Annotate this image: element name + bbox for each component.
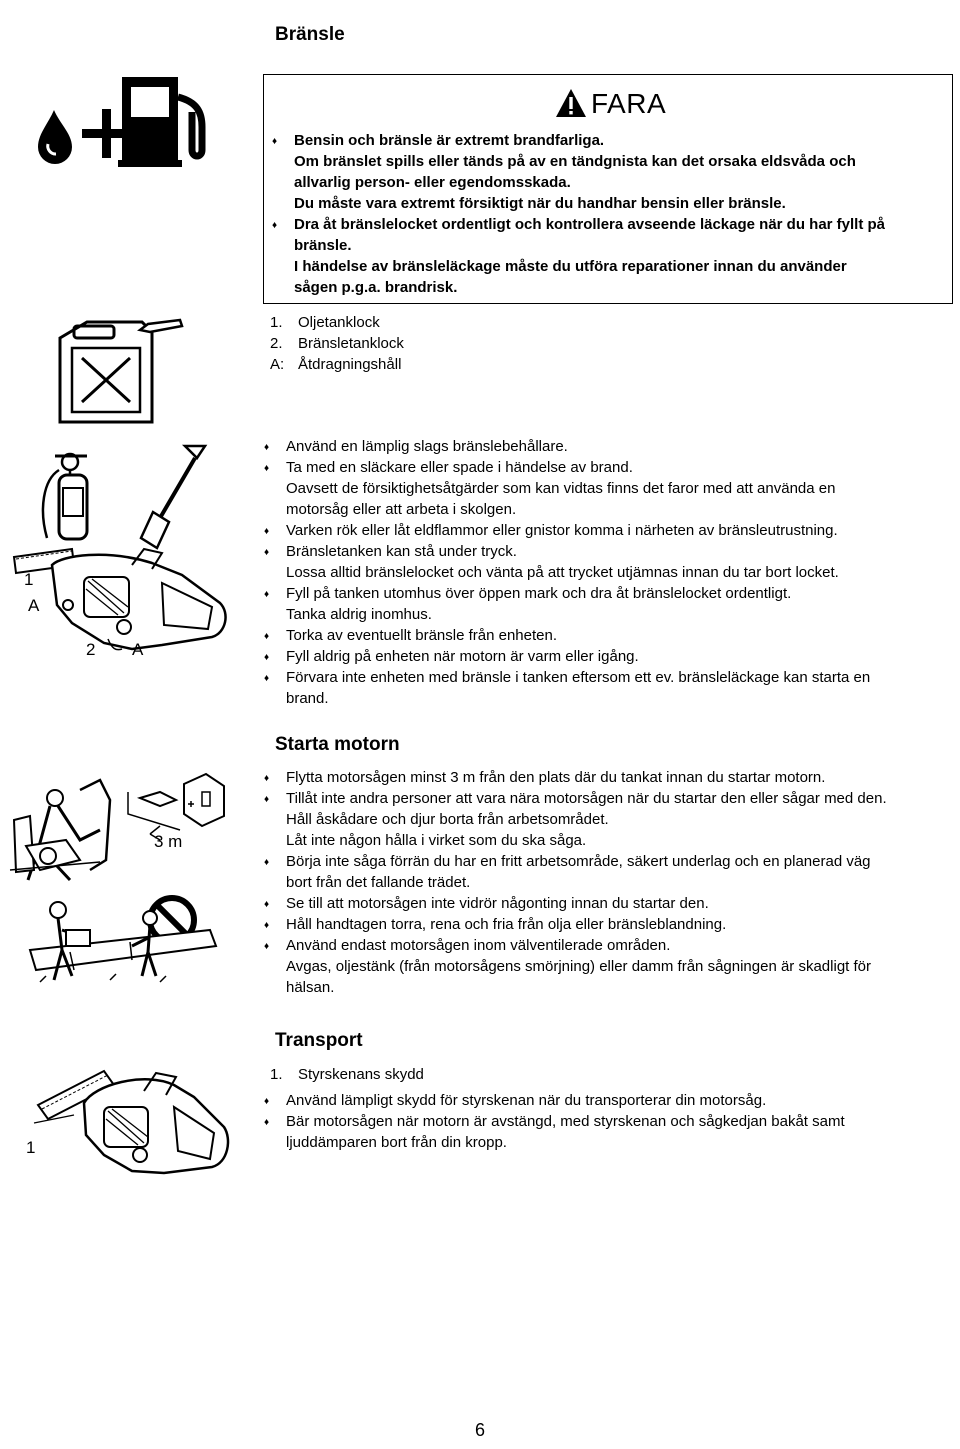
section-title-transport: Transport [275, 1030, 363, 1051]
chainsaw-guide-cover-illustration [34, 1055, 234, 1185]
bullet-diamond-icon: ♦ [264, 673, 270, 684]
list-item: ♦ Bränsletanken kan stå under tryck. Lossa alltid bränslelocket och vänta på att trycket utjämnas innan du tar bort locket. [264, 543, 839, 581]
bullet-diamond-icon: ♦ [264, 589, 270, 600]
bullet-diamond-icon: ♦ [264, 941, 270, 952]
list-item: ♦ Förvara inte enheten med bränsle i tanken eftersom ett ev. bränsleläckage kan starta en brand. [264, 669, 871, 707]
list-item: ♦ Använd en lämplig slags bränslebehållare. [264, 436, 954, 457]
list-item: ♦ Börja inte såga förrän du har en fritt arbetsområde, säkert underlag och en planerad väg bort från det fallande trädet. [264, 853, 871, 891]
bullet-diamond-icon: ♦ [264, 463, 270, 474]
list-item: ♦ Fyll aldrig på enheten när motorn är varm eller igång. [264, 646, 954, 667]
danger-bullet: ♦ Bensin och bränsle är extremt brandfarliga. Om bränslet spills eller tänds på av en tändgnista kan det orsaka eldsvåda och allvarlig person- eller egendomsskada. Du måste vara extremt försiktigt när du handhar bensin eller bränsle. [272, 132, 856, 212]
figure-label: 1 [24, 570, 34, 589]
starting-safety-illustration [10, 770, 255, 1000]
page-number: 6 [474, 1420, 485, 1440]
transport-legend: 1. Styrskenans skydd [270, 1066, 424, 1083]
bullet-diamond-icon: ♦ [264, 794, 270, 805]
figure-label: 1 [26, 1138, 36, 1157]
list-item: ♦ Fyll på tanken utomhus över öppen mark och dra åt bränslelocket ordentligt. Tanka aldrig inomhus. [264, 585, 792, 623]
bullet-diamond-icon: ♦ [264, 547, 270, 558]
list-item: ♦ Bär motorsågen när motorn är avstängd, med styrskenan och sågkedjan bakåt samt ljuddämparen bort från din kropp. [264, 1113, 845, 1151]
bullet-diamond-icon: ♦ [264, 857, 270, 868]
bullet-diamond-icon: ♦ [264, 773, 270, 784]
extinguisher-shovel-icon [35, 440, 210, 555]
danger-title: FARA [591, 88, 667, 119]
list-item: ♦ Flytta motorsågen minst 3 m från den plats där du tankat innan du startar motorn. [264, 767, 958, 788]
danger-bullet: ♦ Dra åt bränslelocket ordentligt och kontrollera avseende läckage när du har fyllt på bränsle. I händelse av bränsleläckage måste du utföra reparationer innan du använder sågen p.g.a. brandrisk. [272, 216, 886, 296]
figure-label: A [132, 640, 144, 659]
transport-bullet-list [264, 1090, 954, 1153]
list-item: ♦ Ta med en släckare eller spade i händelse av brand. Oavsett de försiktighetsåtgärder som kan vidtas finns det faror med att använda en motorsåg eller att arbeta i skolgen. [264, 459, 836, 518]
figure-label: 2 [86, 640, 96, 659]
figure-label: A [28, 596, 40, 615]
danger-bullet-list [272, 130, 947, 298]
distance-label: 3 m [154, 832, 183, 851]
list-item: ♦ Använd lämpligt skydd för styrskenan när du transporterar din motorsåg. [264, 1090, 954, 1111]
start-bullet-list [264, 767, 958, 998]
legend-item: A: Åtdragningshåll [270, 356, 402, 373]
bullet-diamond-icon: ♦ [264, 442, 270, 453]
legend-item: 1. Oljetanklock [270, 314, 380, 331]
list-item: ♦ Torka av eventuellt bränsle från enheten. [264, 625, 954, 646]
bullet-diamond-icon: ♦ [264, 1117, 270, 1128]
bullet-diamond-icon: ♦ [264, 526, 270, 537]
bullet-diamond-icon: ♦ [264, 920, 270, 931]
bullet-diamond-icon: ♦ [264, 631, 270, 642]
bullet-diamond-icon: ♦ [272, 220, 278, 231]
jerry-can-icon [52, 318, 187, 428]
bullet-diamond-icon: ♦ [264, 652, 270, 663]
list-item: ♦ Se till att motorsågen inte vidrör någonting innan du startar den. [264, 893, 958, 914]
warning-triangle-icon [555, 88, 587, 118]
section-title-start: Starta motorn [275, 734, 400, 755]
fuel-pump-icon [22, 72, 222, 167]
fuel-bullet-list [264, 436, 954, 709]
section-title-fuel: Bränsle [275, 24, 345, 45]
legend-list [270, 312, 404, 375]
list-item: ♦ Håll handtagen torra, rena och fria från olja eller bränsleblandning. [264, 914, 958, 935]
bullet-diamond-icon: ♦ [264, 1096, 270, 1107]
legend-item: 2. Bränsletanklock [270, 335, 404, 352]
list-item: ♦ Varken rök eller låt eldflammor eller gnistor komma i närheten av bränsleutrustning. [264, 520, 954, 541]
list-item: ♦ Tillåt inte andra personer att vara nära motorsågen när du startar den eller sågar med den. Håll åskådare och djur borta från arbetsområdet. Låt inte någon hålla i virket som du ska såga. [264, 790, 887, 849]
bullet-diamond-icon: ♦ [272, 136, 278, 147]
bullet-diamond-icon: ♦ [264, 899, 270, 910]
list-item: ♦ Använd endast motorsågen inom välventilerade områden. Avgas, oljestänk (från motorsågens smörjning) eller damm från sågningen är skadligt för hälsan. [264, 937, 871, 996]
chainsaw-fuel-caps-illustration [12, 545, 237, 675]
